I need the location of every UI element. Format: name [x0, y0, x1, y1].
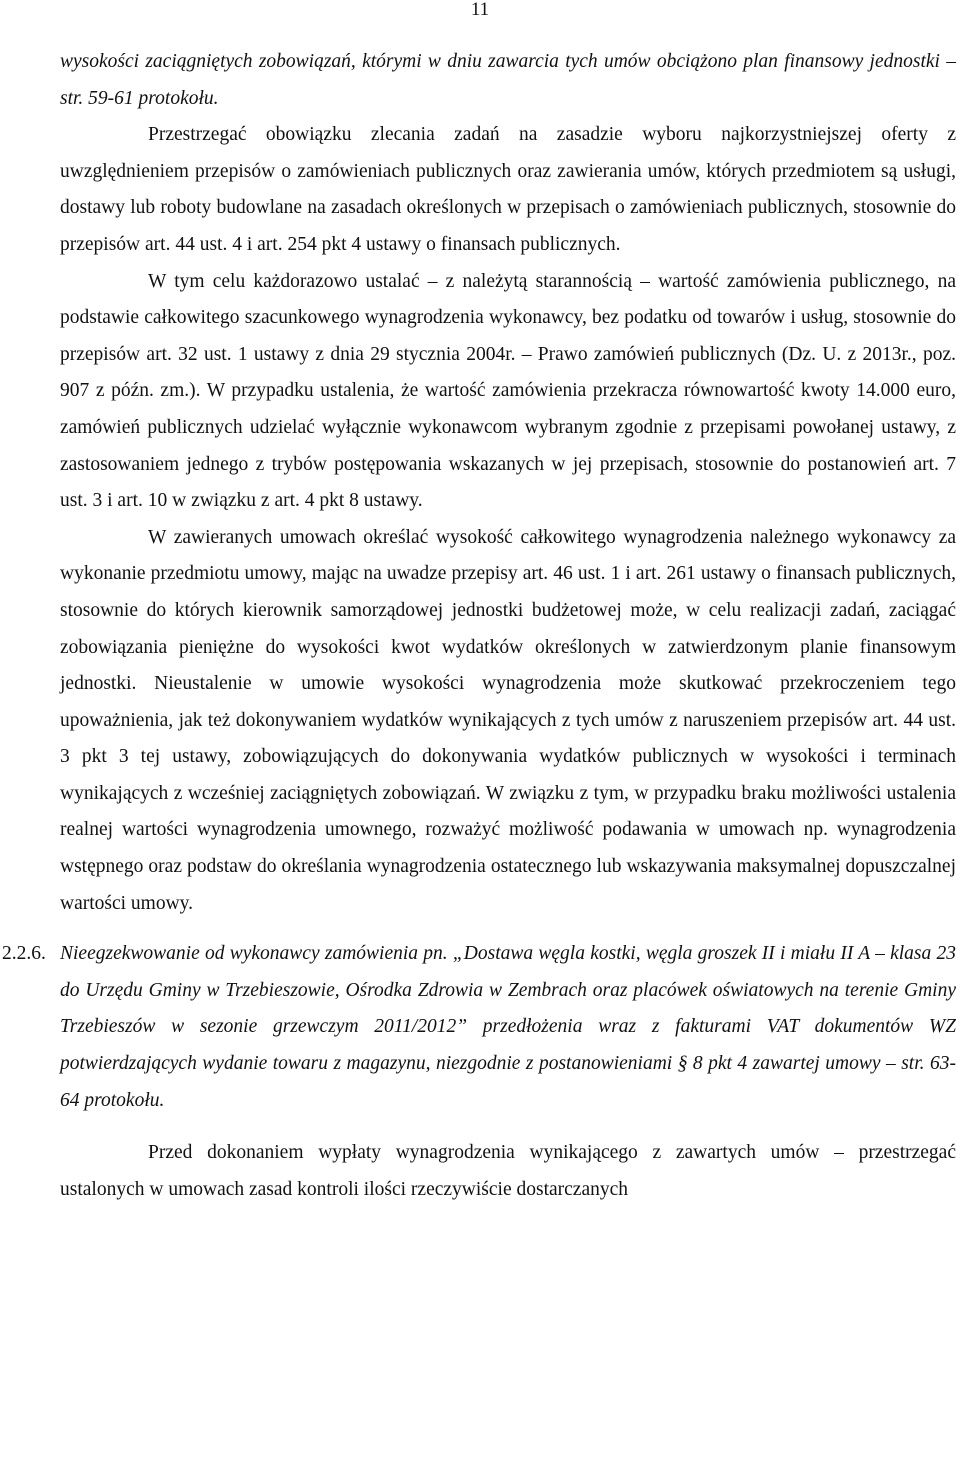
paragraph-1: wysokości zaciągniętych zobowiązań, którymi w dniu zawarcia tych umów obciążono plan finansowy jednostki – str. 59-61 protokołu. [60, 51, 956, 109]
page-number: 11 [470, 0, 490, 20]
paragraph-3: W tym celu każdorazowo ustalać – z należytą starannością – wartość zamówienia publicznego, na podstawie całkowitego szacunkowego wynagrodzenia wykonawcy, bez podatku od towarów i usług, stosownie do przepisów art. 32 ust. 1 ustawy z dnia 29 stycznia 2004r. – Prawo zamówień publicznych (Dz. U. z 2013r., poz. 907 z późn. zm.). W przypadku ustalenia, że wartość zamówienia przekracza równowartość kwoty 14.000 euro, zamówień publicznych udzielać wyłącznie wykonawcom wybranym zgodnie z przepisami powołanej ustawy, z zastosowaniem jednego z trybów postępowania wskazanych w jej przepisach, stosownie do postanowień art. 7 ust. 3 i art. 10 w związku z art. 4 pkt 8 ustawy. [60, 270, 956, 512]
paragraph-2: Przestrzegać obowiązku zlecania zadań na zasadzie wyboru najkorzystniejszej oferty z uwzględnieniem przepisów o zamówieniach publicznych oraz zawierania umów, których przedmiotem są usługi, dostawy lub roboty budowlane na zasadach określonych w przepisach o zamówieniach publicznych, stosownie do przepisów art. 44 ust. 4 i art. 254 pkt 4 ustawy o finansach publicznych. [60, 124, 956, 255]
section-2-2-6 [2, 936, 956, 1119]
final-paragraph: Przed dokonaniem wypłaty wynagrodzenia wynikającego z zawartych umów – przestrzegać ustalonych w umowach zasad kontroli ilości rzeczywiście dostarczanych [60, 1142, 956, 1200]
document-body [2, 44, 956, 1208]
section-text: Nieegzekwowanie od wykonawcy zamówienia pn. „Dostawa węgla kostki, węgla groszek II i miału II A – klasa 23 do Urzędu Gminy w Trzebieszowie, Ośrodka Zdrowia w Zembrach oraz placówek oświatowych na terenie Gminy Trzebieszów w sezonie grzewczym 2011/2012” przedłożenia wraz z fakturami VAT dokumentów WZ potwierdzających wydanie towaru z magazynu, niezgodnie z postanowieniami § 8 pkt 4 zawartej umowy – str. 63-64 protokołu. [60, 943, 956, 1111]
paragraph-4: W zawieranych umowach określać wysokość całkowitego wynagrodzenia należnego wykonawcy za wykonanie przedmiotu umowy, mając na uwadze przepisy art. 46 ust. 1 i art. 261 ustawy o finansach publicznych, stosownie do których kierownik samorządowej jednostki budżetowej może, w celu realizacji zadań, zaciągać zobowiązania pieniężne do wysokości kwot wydatków określonych w zatwierdzonym planie finansowym jednostki. Nieustalenie w umowie wysokości wynagrodzenia może skutkować przekroczeniem tego upoważnienia, jak też dokonywaniem wydatków wynikających z tych umów z naruszeniem przepisów art. 44 ust. 3 pkt 3 tej ustawy, zobowiązujących do dokonywania wydatków publicznych w wysokości i terminach wynikających z wcześniej zaciągniętych zobowiązań. W związku z tym, w przypadku braku możliwości ustalenia realnej wartości wynagrodzenia umownego, rozważyć możliwość podawania w umowach np. wynagrodzenia wstępnego oraz podstaw do określania wynagrodzenia ostatecznego lub wskazywania maksymalnej dopuszczalnej wartości umowy. [60, 526, 956, 914]
section-number: 2.2.6. [2, 943, 46, 965]
